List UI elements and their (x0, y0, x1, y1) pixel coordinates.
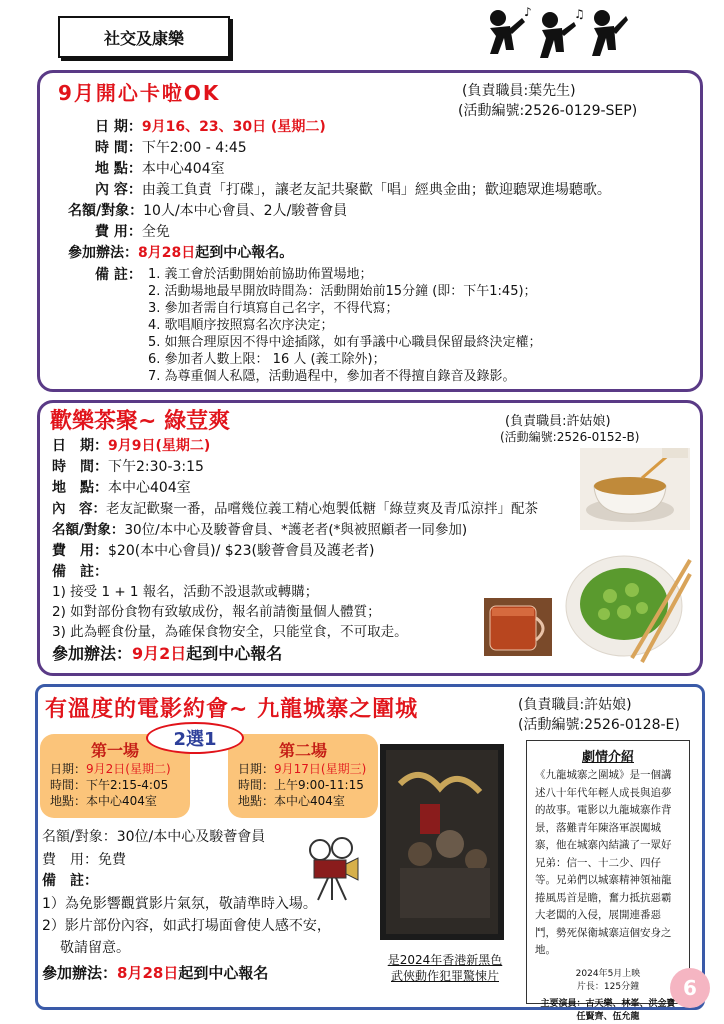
session-2-date: 9月17日(星期三) (274, 762, 367, 776)
iced-tea-image (484, 598, 552, 656)
release-date: 2024年5月上映 (575, 968, 641, 979)
tea-cup-image (580, 448, 690, 530)
tea-time-row (52, 458, 204, 476)
tea-apply-row (52, 645, 282, 663)
page-number: 6 (683, 976, 697, 1000)
choose-one-badge: 2選1 (146, 722, 244, 754)
movie-remark-1: 1）為免影響觀賞影片氣氛，敬請準時入場。 (42, 896, 317, 912)
karaoke-time: 下午2:00 - 4:45 (141, 140, 247, 156)
tea-quota-label: 名額/對象： (52, 522, 125, 538)
karaoke-apply-label: 參加辦法： (68, 245, 138, 261)
movie-apply-label: 參加辦法： (42, 964, 118, 982)
movie-remark-label: 備 註： (42, 873, 98, 889)
movie-staff: (負責職員:許姑娘) (518, 697, 632, 713)
tea-place: 本中心404室 (108, 480, 191, 496)
tea-remark-3: 3) 此為輕食份量，為確保食物安全，只能堂食，不可取走。 (52, 624, 408, 640)
tea-content: 老友記歡聚一番，品嚐幾位義工精心炮製低糖「綠荳爽及青瓜涼拌」配茶 (106, 501, 538, 517)
tea-apply-label: 參加辦法： (52, 644, 133, 663)
tea-date: 9月9日(星期二) (108, 438, 211, 454)
karaoke-place-row (95, 160, 225, 178)
tea-remark-1: 1) 接受 1 + 1 報名，活動不設退款或轉購； (52, 584, 319, 600)
karaoke-remark-2: 2. 活動場地最早開放時間為：活動開始前15分鐘 (即：下午1:45)； (148, 284, 537, 299)
karaoke-apply-date: 8月28日 (138, 245, 196, 261)
karaoke-remark-5: 5. 如無合理原因不得中途插隊，如有爭議中心職員保留最終決定權； (148, 335, 542, 350)
karaoke-staff: (負責職員:葉先生) (462, 83, 576, 99)
movie-apply-date: 8月28日 (117, 964, 179, 982)
tea-quota-row (52, 521, 467, 539)
karaoke-remark-4: 4. 歌唱順序按照寫名次序決定； (148, 318, 334, 333)
karaoke-code: (活動編號:2526-0129-SEP) (458, 103, 638, 119)
cast-line-1: 主要演員：古天樂、林峯、洪金寶 (540, 998, 676, 1009)
karaoke-fee-label: 費 用： (95, 224, 142, 240)
tea-place-row (52, 479, 191, 497)
movie-quota: 名額/對象：30位/本中心及駿薈會員 (42, 829, 266, 845)
cucumber-salad-image (562, 546, 692, 664)
plot-box (526, 740, 690, 1022)
svg-text:♫: ♫ (574, 7, 585, 21)
movie-poster (380, 744, 504, 940)
poster-caption-line-1: 是2024年香港新黑色 (387, 953, 503, 967)
karaoke-apply-rest: 起到中心報名。 (195, 245, 294, 261)
karaoke-quota: 10人/本中心會員、2人/駿薈會員 (143, 203, 348, 219)
karaoke-place: 本中心404室 (141, 161, 225, 177)
karaoke-remark-7: 7. 為尊重個人私隱，活動過程中，參加者不得擅自錄音及錄影。 (148, 369, 516, 384)
section-title: 社交及康樂 (103, 28, 184, 48)
karaoke-time-row (95, 139, 247, 157)
tea-fee-label: 費 用： (52, 543, 108, 559)
session-1-date: 9月2日(星期二) (86, 762, 171, 776)
tea-time: 下午2:30-3:15 (108, 459, 204, 475)
karaoke-remark-1: 1. 義工會於活動開始前協助佈置場地； (148, 267, 373, 282)
tea-remark-2: 2) 如對部份食物有致敏成份，報名前請衡量個人體質； (52, 604, 381, 620)
session-2-card (228, 734, 378, 818)
session-1-date-row: 日期：9月2日(星期二) (50, 762, 171, 776)
karaoke-remark-6: 6. 參加者人數上限： 16 人 (義工除外)； (148, 352, 386, 367)
tea-content-row (52, 500, 538, 518)
karaoke-title: 9月開心卡啦OK (58, 81, 221, 105)
movie-remark-3: 敬請留意。 (60, 940, 130, 956)
film-projector-icon (304, 836, 366, 902)
karaoke-date-label: 日 期： (95, 119, 142, 135)
karaoke-quota-row (68, 202, 347, 220)
movie-remark-2: 2）影片部份內容，如武打場面會使人感不安， (42, 918, 331, 934)
tea-fee-row (52, 542, 374, 560)
tea-fee: $20(本中心會員)/ $23(駿薈會員及護老者) (108, 543, 375, 559)
singing-people-illustration (470, 4, 630, 74)
tea-apply-date: 9月2日 (132, 644, 187, 663)
tea-apply-rest: 起到中心報名 (186, 644, 283, 663)
tea-quota: 30位/本中心及駿薈會員、*護老者(*與被照顧者一同參加) (124, 522, 468, 538)
session-1-place: 地點：本中心404室 (50, 794, 157, 808)
session-2-time: 時間：上午9:00-11:15 (238, 778, 364, 792)
plot-title: 劇情介紹 (581, 750, 634, 765)
movie-apply-row (42, 964, 268, 982)
karaoke-date-row (95, 118, 326, 136)
session-1-time: 時間：下午2:15-4:05 (50, 778, 169, 792)
karaoke-remark-label: 備 註： (95, 267, 142, 283)
plot-text: 《九龍城寨之圍城》是一個講述八十年代年輕人成長與追夢的故事。電影以九龍城寨作背景，落難青年陳洛軍誤闖城寨，他在城寨內結識了一眾好兄弟：信一、十二少、四仔等。兄弟們以城寨精神領袖龍捲風馬首是瞻，奮力抵抗惡霸大老闆的入侵，展開連番惡鬥，勢死保衛城寨這個安身之地。 (535, 769, 672, 956)
tea-place-label: 地 點： (52, 480, 108, 496)
movie-apply-rest: 起到中心報名 (178, 964, 269, 982)
karaoke-date: 9月16、23、30日 (星期二) (141, 119, 326, 135)
tea-title: 歡樂茶聚~ 綠荳爽 (50, 409, 231, 434)
session-2-date-row: 日期：9月17日(星期三) (238, 762, 367, 776)
session-1-title: 第一場 (90, 741, 139, 760)
karaoke-fee-row (95, 223, 170, 241)
karaoke-content: 由義工負責「打碟」，讓老友記共聚歡「唱」經典金曲；歡迎聽眾進場聽歌。 (141, 182, 611, 198)
poster-caption (380, 952, 510, 984)
movie-code: (活動編號:2526-0128-E) (518, 717, 680, 733)
karaoke-fee: 全免 (141, 224, 170, 240)
tea-remarks (52, 582, 408, 642)
tea-staff: (負責職員:許姑娘) (505, 414, 611, 429)
session-2-place: 地點：本中心404室 (238, 794, 345, 808)
karaoke-remark-3: 3. 參加者需自行填寫自己名字，不得代寫； (148, 301, 399, 316)
page-number-badge (670, 968, 710, 1008)
tea-date-label: 日 期： (52, 438, 108, 454)
cast-line-2: 任賢齊、伍允龍 (576, 1011, 640, 1022)
tea-time-label: 時 間： (52, 459, 108, 475)
tea-code: (活動編號:2526-0152-B) (500, 430, 640, 444)
karaoke-place-label: 地 點： (95, 161, 142, 177)
karaoke-content-label: 內 容： (95, 182, 142, 198)
section-tag (58, 16, 230, 58)
karaoke-apply-row (68, 244, 293, 262)
karaoke-time-label: 時 間： (95, 140, 142, 156)
tea-remark-label: 備 註： (52, 564, 108, 580)
svg-text:♪: ♪ (524, 5, 532, 19)
movie-fee: 費 用：免費 (42, 852, 126, 868)
karaoke-remarks (148, 266, 542, 385)
karaoke-quota-label: 名額/對象： (68, 203, 144, 219)
movie-title: 有溫度的電影約會~ 九龍城寨之圍城 (45, 697, 419, 722)
tea-content-label: 內 容： (52, 501, 106, 517)
karaoke-content-row (95, 181, 611, 199)
film-length: 片長：125分鐘 (576, 981, 640, 992)
session-2-title: 第二場 (278, 741, 327, 760)
movie-remarks (42, 893, 331, 959)
tea-date-row (52, 437, 210, 455)
poster-caption-line-2: 武俠動作犯罪驚悚片 (390, 969, 499, 983)
